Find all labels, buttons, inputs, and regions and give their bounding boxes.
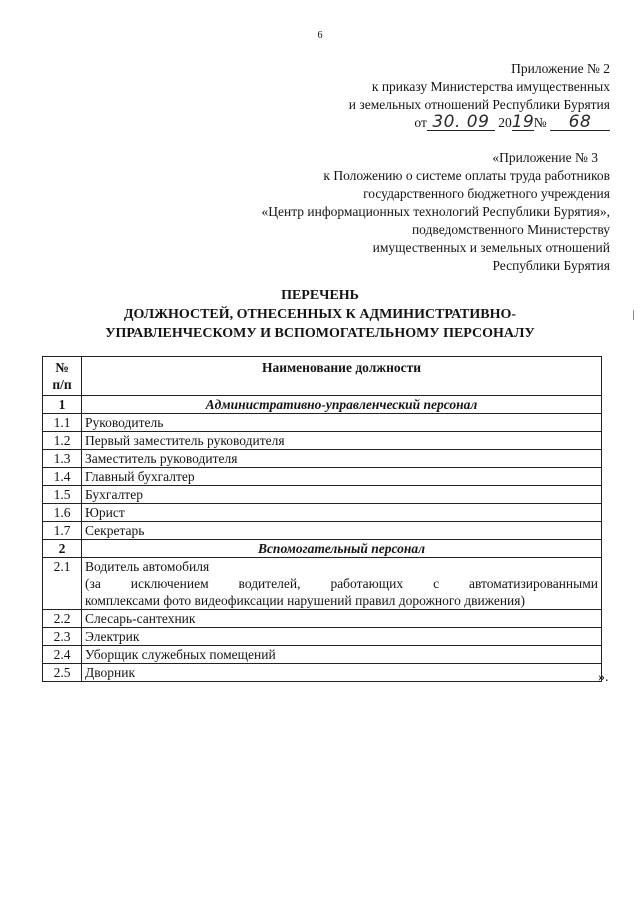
position-name: Электрик — [82, 628, 602, 646]
row-number: 1.5 — [43, 486, 82, 504]
header-num-symbol: № — [55, 360, 69, 375]
table-header-row — [43, 357, 602, 396]
position-name: Заместитель руководителя — [82, 450, 602, 468]
handwritten-date: 30. 09 — [432, 112, 490, 132]
position-name: Слесарь-сантехник — [82, 610, 602, 628]
header-name-cell: Наименование должности — [82, 357, 602, 396]
position-note-line-2: комплексами фото видеофиксации нарушений правил дорожного движения) — [85, 593, 525, 608]
position-name: Уборщик служебных помещений — [82, 646, 602, 664]
table-row — [43, 558, 602, 610]
appendix-3-line-3: государственного бюджетного учреждения — [363, 186, 610, 201]
appendix-2-date-line — [349, 114, 610, 132]
appendix-2-title: Приложение № 2 — [511, 61, 610, 76]
position-name: Водитель автомобиля — [85, 559, 210, 574]
table-row — [43, 414, 602, 432]
table-row — [43, 646, 602, 664]
row-number: 1.6 — [43, 504, 82, 522]
row-number: 1.3 — [43, 450, 82, 468]
title-line-2: ДОЛЖНОСТЕЙ, ОТНЕСЕННЫХ К АДМИНИСТРАТИВНО- — [123, 307, 517, 322]
number-sign: № — [533, 115, 547, 130]
closing-quote-mark: ». — [598, 670, 609, 685]
position-name: Бухгалтер — [82, 486, 602, 504]
handwritten-year: 19 — [511, 112, 535, 132]
appendix-3-header — [170, 149, 610, 275]
appendix-3-line-7: Республики Бурятия — [492, 258, 610, 273]
header-num-label: п/п — [52, 377, 72, 392]
appendix-3-line-2: к Положению о системе оплаты труда работников — [323, 168, 610, 183]
handwritten-order-number: 68 — [568, 112, 592, 132]
row-number: 1.4 — [43, 468, 82, 486]
row-number: 2.3 — [43, 628, 82, 646]
table-row — [43, 432, 602, 450]
position-name: Первый заместитель руководителя — [82, 432, 602, 450]
table-row — [43, 664, 602, 682]
row-number: 2.5 — [43, 664, 82, 682]
table-row — [43, 522, 602, 540]
table-row — [43, 504, 602, 522]
appendix-3-line-5: подведомственного Министерству — [411, 222, 610, 237]
row-number: 1.7 — [43, 522, 82, 540]
margin-mark — [633, 310, 634, 320]
row-number: 2.4 — [43, 646, 82, 664]
section-number: 1 — [43, 396, 82, 414]
header-num-cell — [43, 357, 82, 396]
date-prefix: от — [414, 115, 427, 130]
appendix-3-line-6: имущественных и земельных отношений — [372, 240, 610, 255]
section-title: Вспомогательный персонал — [82, 540, 602, 558]
position-name: Юрист — [82, 504, 602, 522]
row-number: 2.2 — [43, 610, 82, 628]
table-row — [43, 610, 602, 628]
appendix-2-header — [349, 60, 610, 132]
table-row — [43, 486, 602, 504]
appendix-3-title: «Приложение № 3 — [492, 150, 598, 165]
position-note-line-1: (за исключением водителей, работающих с автоматизированными — [85, 576, 598, 591]
title-line-3: УПРАВЛЕНЧЕСКОМУ И ВСПОМОГАТЕЛЬНОМУ ПЕРСОНАЛУ — [105, 326, 535, 341]
section-title: Административно-управленческий персонал — [82, 396, 602, 414]
position-name-with-note — [82, 558, 602, 610]
appendix-2-ministry-line: и земельных отношений Республики Бурятия — [348, 97, 610, 112]
section-row — [43, 396, 602, 414]
page-number: 6 — [317, 30, 323, 41]
positions-table — [42, 356, 602, 682]
title-line-1: ПЕРЕЧЕНЬ — [281, 288, 359, 303]
position-name: Секретарь — [82, 522, 602, 540]
table-row — [43, 628, 602, 646]
appendix-2-order-line: к приказу Министерства имущественных — [371, 79, 610, 94]
position-name: Главный бухгалтер — [82, 468, 602, 486]
row-number: 2.1 — [43, 558, 82, 610]
row-number: 1.2 — [43, 432, 82, 450]
section-row — [43, 540, 602, 558]
table-row — [43, 450, 602, 468]
document-title — [0, 286, 640, 343]
year-prefix: 20 — [498, 115, 512, 130]
appendix-3-line-4: «Центр информационных технологий Республики Бурятия», — [261, 204, 610, 219]
table-row — [43, 468, 602, 486]
section-number: 2 — [43, 540, 82, 558]
position-name: Дворник — [82, 664, 602, 682]
position-name: Руководитель — [82, 414, 602, 432]
row-number: 1.1 — [43, 414, 82, 432]
